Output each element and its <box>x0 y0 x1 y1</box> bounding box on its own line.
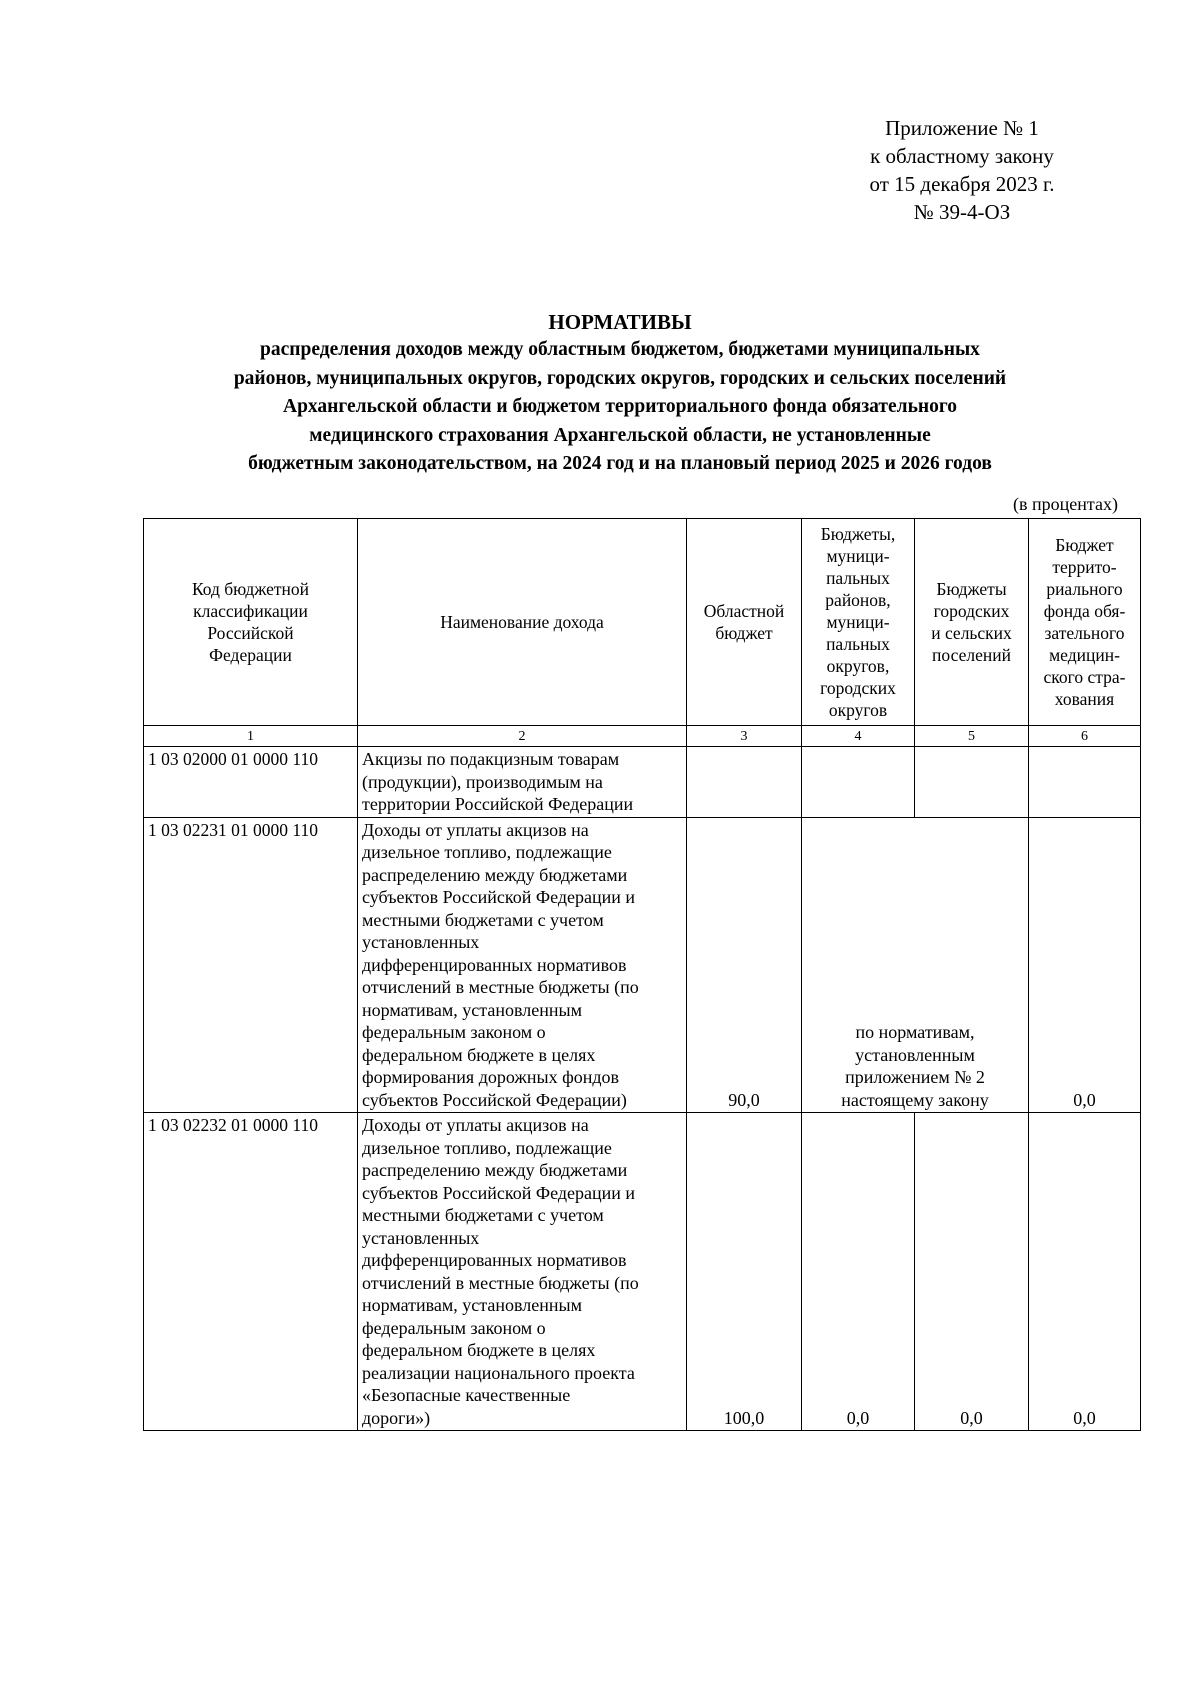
norms-table <box>143 518 1141 1431</box>
row-districts-value <box>802 747 915 818</box>
appendix-law-number: № 39-4-ОЗ <box>913 200 1011 224</box>
table-header-row <box>144 519 1141 726</box>
column-number: 5 <box>915 726 1029 747</box>
document-title <box>100 308 1140 479</box>
title-line: районов, муниципальных округов, городских округов, городских и сельских поселений <box>233 367 1007 389</box>
title-line: распределения доходов между областным бюджетом, бюджетами муниципальных <box>260 339 980 360</box>
row-code: 1 03 02232 01 0000 110 <box>144 1113 358 1431</box>
header-municipal-budgets: Бюджеты, муници- пальных районов, муници- пальных округов, городских округов <box>802 519 915 726</box>
table-row <box>144 817 1141 1113</box>
row-income-name: Акцизы по подакцизным товарам (продукции), производимым на территории Российской Федерации <box>358 747 687 818</box>
column-number: 4 <box>802 726 915 747</box>
row-settlements-value <box>915 747 1029 818</box>
table-row <box>144 747 1141 818</box>
row-regional-value: 100,0 <box>687 1113 802 1431</box>
table-row <box>144 1113 1141 1431</box>
header-settlement-budgets: Бюджеты городских и сельских поселений <box>915 519 1029 726</box>
column-number: 2 <box>358 726 687 747</box>
appendix-date: от 15 декабря 2023 г. <box>869 172 1055 196</box>
row-settlements-value: 0,0 <box>915 1113 1029 1431</box>
appendix-reference <box>818 114 1106 226</box>
row-regional-value <box>687 747 802 818</box>
title-heading: НОРМАТИВЫ <box>548 310 692 334</box>
row-foms-value: 0,0 <box>1029 817 1141 1113</box>
title-line: медицинского страхования Архангельской области, не установленные <box>309 424 931 446</box>
units-note: (в процентах) <box>1013 494 1118 514</box>
header-income-name: Наименование дохода <box>358 519 687 726</box>
title-line: Архангельской области и бюджетом территориального фонда обязательного <box>282 396 958 417</box>
header-code: Код бюджетной классификации Российской Федерации <box>144 519 358 726</box>
row-regional-value: 90,0 <box>687 817 802 1113</box>
column-number: 6 <box>1029 726 1141 747</box>
header-regional-budget: Областной бюджет <box>687 519 802 726</box>
row-districts-value: 0,0 <box>802 1113 915 1431</box>
row-code: 1 03 02231 01 0000 110 <box>144 817 358 1113</box>
appendix-number: Приложение № 1 <box>885 116 1039 140</box>
header-foms-budget: Бюджет террито- риального фонда обя- зательного медицин- ского стра- хования <box>1029 519 1141 726</box>
row-income-name: Доходы от уплаты акцизов на дизельное топливо, подлежащие распределению между бюджетами субъектов Российской Федерации и местными бюджетами с учетом установленных дифференцированных нормативов отчислений в местные бюджеты (по нормативам, установленным федеральным законом о федеральном бюджете в целях формирования дорожных фондов субъектов Российской Федерации) <box>358 817 687 1113</box>
row-foms-value: 0,0 <box>1029 1113 1141 1431</box>
column-numbers-row <box>144 726 1141 747</box>
appendix-law-ref: к областному закону <box>870 144 1054 168</box>
row-foms-value <box>1029 747 1141 818</box>
title-line: бюджетным законодательством, на 2024 год и на плановый период 2025 и 2026 годов <box>248 453 992 474</box>
row-income-name: Доходы от уплаты акцизов на дизельное топливо, подлежащие распределению между бюджетами субъектов Российской Федерации и местными бюджетами с учетом установленных дифференцированных нормативов отчислений в местные бюджеты (по нормативам, установленным федеральным законом о федеральном бюджете в целях реализации национального проекта «Безопасные качественные дороги») <box>358 1113 687 1431</box>
column-number: 3 <box>687 726 802 747</box>
column-number: 1 <box>144 726 358 747</box>
row-code: 1 03 02000 01 0000 110 <box>144 747 358 818</box>
row-merged-local-note: по нормативам, установленным приложением № 2 настоящему закону <box>802 817 1029 1113</box>
